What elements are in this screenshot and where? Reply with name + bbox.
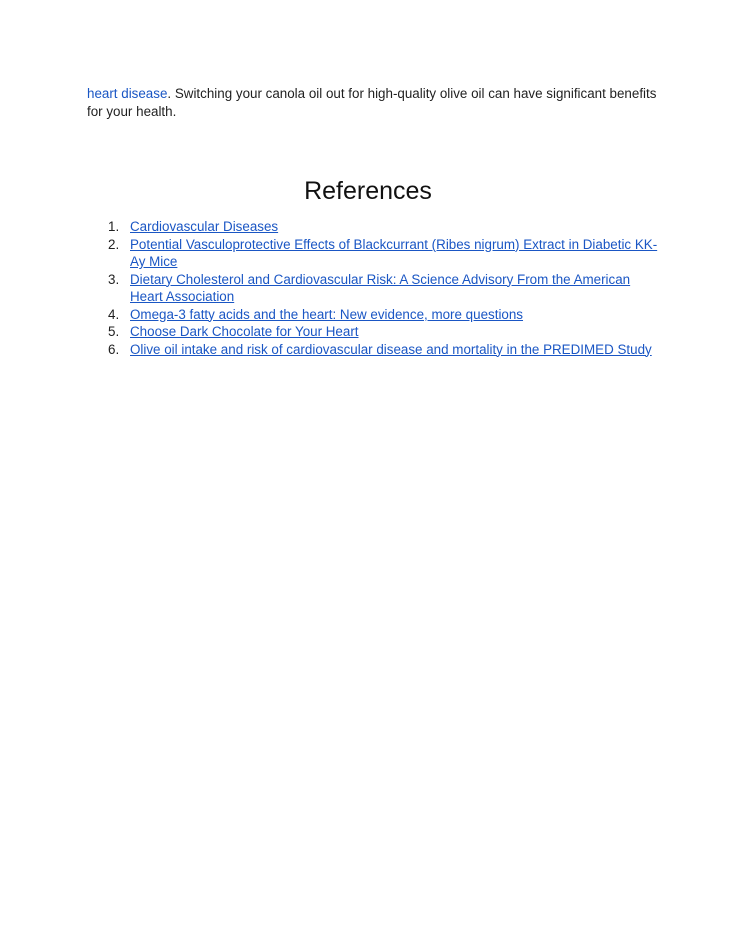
reference-number: 5. [108,324,120,339]
reference-item [87,341,662,359]
reference-item [87,236,662,271]
reference-item [87,306,662,324]
heart-disease-link[interactable]: heart disease [87,86,168,101]
reference-link-predimed[interactable]: Olive oil intake and risk of cardiovascular disease and mortality in the PREDIMED Study [130,341,652,357]
reference-number: 1. [108,219,120,234]
reference-link-dietary-cholesterol[interactable]: Dietary Cholesterol and Cardiovascular Risk: A Science Advisory From the American Heart Association [130,271,631,304]
reference-link-cardiovascular-diseases[interactable]: Cardiovascular Diseases [130,219,279,234]
references-list [87,218,662,358]
reference-number: 4. [108,306,120,322]
reference-number: 3. [108,271,120,287]
reference-item [87,271,662,306]
intro-paragraph [87,85,657,121]
reference-link-dark-chocolate[interactable]: Choose Dark Chocolate for Your Heart [130,324,359,339]
references-heading: References [304,177,432,205]
reference-item [87,323,662,341]
reference-number: 6. [108,341,120,357]
reference-link-omega-3[interactable]: Omega-3 fatty acids and the heart: New evidence, more questions [130,306,524,322]
intro-text: . Switching your canola oil out for high-quality olive oil can have significant benefits for your health. [87,86,657,119]
reference-item [87,218,662,236]
reference-link-blackcurrant[interactable]: Potential Vasculoprotective Effects of Blackcurrant (Ribes nigrum) Extract in Diabetic KK-Ay Mice [130,236,658,269]
reference-number: 2. [108,236,120,252]
